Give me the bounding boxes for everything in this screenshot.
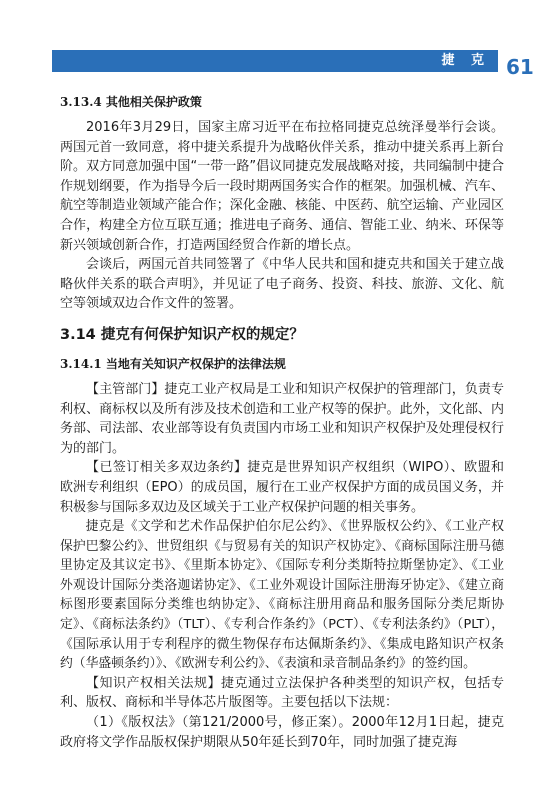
page-content	[60, 92, 504, 752]
subsection-heading-3-14-1: 3.14.1 当地有关知识产权保护的法律法规	[60, 356, 286, 371]
paragraph-ip-laws: 【知识产权相关法规】捷克通过立法保护各种类型的知识产权，包括专利、版权、商标和半导体芯片版图等。主要包括以下法规：	[60, 675, 504, 711]
paragraph-authorities: 【主管部门】捷克工业产权局是工业和知识产权保护的管理部门，负责专利权、商标权以及所有涉及技术创造和工业产权等的保护。此外，文化部、内务部、司法部、农业部等设有负责国内市场工业和知识产权保护及处理侵权行为的部门。	[60, 381, 504, 456]
section-heading-3-14: 3.14 捷克有何保护知识产权的规定？	[60, 326, 304, 343]
paragraph-summit-talks: 2016年3月29日，国家主席习近平在布拉格同捷克总统泽曼举行会谈。两国元首一致同意，将中捷关系提升为战略伙伴关系，推动中捷关系再上新台阶。双方同意加强中国“一带一路”倡议同捷克发展战略对接，共同编制中捷合作规划纲要，作为指导今后一段时期两国务实合作的框架。加强机械、汽车、航空等制造业领域产能合作；深化金融、核能、中医药、航空运输、产业园区合作，构建全方位互联互通；推进电子商务、通信、智能工业、纳米、环保等新兴领域创新合作，打造两国经贸合作新的增长点。	[60, 120, 504, 253]
subsection-heading-3-13-4: 3.13.4 其他相关保护政策	[60, 95, 202, 109]
paragraph-treaties: 【已签订相关多双边条约】捷克是世界知识产权组织（WIPO）、欧盟和欧洲专利组织（EPO）的成员国，履行在工业产权保护方面的成员国义务，并积极参与国际多双边及区域关于工业产权保护问题的相关事务。	[60, 460, 504, 515]
paragraph-copyright-law: （1）《版权法》（第121/2000号，修正案）。2000年12月1日起，捷克政府将文学作品版权保护期限从50年延长到70年，同时加强了捷克海	[60, 715, 504, 750]
paragraph-conventions: 捷克是《文学和艺术作品保护伯尔尼公约》、《世界版权公约》、《工业产权保护巴黎公约》、世贸组织《与贸易有关的知识产权协定》、《商标国际注册马德里协定及其议定书》、《里斯本协定》、《国际专利分类斯特拉斯堡协定》、《工业外观设计国际分类洛迦诺协定》、《工业外观设计国际注册海牙协定》、《建立商标图形要素国际分类维也纳协定》、《商标注册用商品和服务国际分类尼斯协定》、《商标法条约》（TLT）、《专利合作条约》（PCT）、《专利法条约》（PLT），《国际承认用于专利程序的微生物保存布达佩斯条约》、《集成电路知识产权条约（华盛顿条约）》、《欧洲专利公约》、《表演和录音制品条约》的签约国。	[60, 519, 504, 672]
paragraph-joint-statement: 会谈后，两国元首共同签署了《中华人民共和国和捷克共和国关于建立战略伙伴关系的联合声明》，并见证了电子商务、投资、科技、旅游、文化、航空等领域双边合作文件的签署。	[60, 257, 504, 312]
header-bar	[52, 50, 498, 72]
header-country-label: 捷 克	[441, 53, 490, 68]
page-number: 61	[506, 55, 534, 79]
